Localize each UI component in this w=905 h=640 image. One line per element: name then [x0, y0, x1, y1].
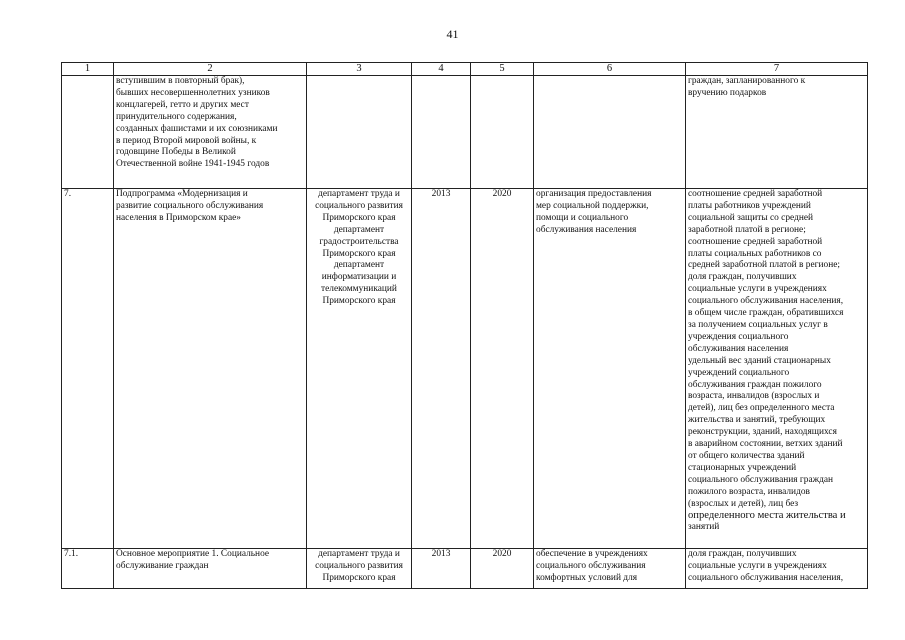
- text-line: социальной защиты со средней: [688, 212, 814, 223]
- text-line: доля граждан, получивших: [688, 549, 797, 559]
- text-line: вручению подарков: [688, 87, 767, 98]
- text-line: Приморского края: [322, 212, 396, 223]
- start-year-cell: [412, 76, 471, 189]
- executor-cell: [307, 189, 412, 549]
- column-number-row: [62, 63, 868, 76]
- column-number: 7: [686, 63, 868, 76]
- column-number: 1: [62, 63, 114, 76]
- text-line: платы социальных работников со: [688, 248, 822, 259]
- column-number: 2: [114, 63, 307, 76]
- text-line: стационарных учреждений: [688, 462, 797, 473]
- text-line: социального обслуживания населения,: [688, 296, 844, 307]
- text-line: департамент: [333, 260, 385, 271]
- text-line: обеспечение в учреждениях: [536, 549, 648, 559]
- text-line: занятий: [688, 522, 720, 533]
- text-line: реконструкции, зданий, находящихся: [688, 427, 837, 438]
- text-line: вступившим в повторный брак),: [116, 76, 245, 86]
- result-cell: [534, 189, 686, 549]
- text-line: помощи и социального: [536, 212, 629, 223]
- text-line: информатизации и: [321, 272, 397, 283]
- result-cell: [534, 549, 686, 589]
- text-line: обслуживание граждан: [116, 560, 209, 571]
- start-year-cell: 2013: [412, 189, 471, 549]
- text-line: департамент: [333, 224, 385, 235]
- text-line: комфортных условий для: [536, 572, 638, 583]
- text-line: в общем числе граждан, обратившихся: [688, 308, 844, 319]
- text-line: (взрослых и детей), лиц без: [688, 498, 799, 509]
- text-line: созданных фашистами и их союзниками: [116, 123, 278, 134]
- text-line: Приморского края: [322, 248, 396, 259]
- text-line: градостроительства: [319, 236, 399, 247]
- text-line: возраста, инвалидов (взрослых и: [688, 391, 820, 402]
- text-line: населения в Приморском крае»: [116, 212, 241, 223]
- column-number: 5: [471, 63, 534, 76]
- end-year-cell: 2020: [471, 549, 534, 589]
- text-line: обслуживания населения: [536, 224, 637, 235]
- executor-cell: [307, 76, 412, 189]
- text-line: Приморского края: [322, 296, 396, 307]
- text-line: Отечественной войне 1941-1945 годов: [116, 159, 270, 170]
- column-number: 6: [534, 63, 686, 76]
- text-line: Приморского края: [322, 572, 396, 583]
- text-line: Подпрограмма «Модернизация и: [116, 189, 248, 199]
- text-line: обслуживания граждан пожилого: [688, 379, 822, 390]
- indicators-cell: [686, 189, 868, 549]
- text-line: обслуживания населения: [688, 343, 789, 354]
- text-line: заработной платой в регионе;: [688, 224, 806, 235]
- text-line: удельный вес зданий стационарных: [688, 355, 831, 366]
- text-line: за получением социальных услуг в: [688, 319, 828, 330]
- text-line: учреждения социального: [688, 331, 789, 342]
- text-line: детей), лиц без определенного места: [688, 403, 835, 414]
- page-number: 41: [446, 27, 459, 41]
- table-row: [62, 189, 868, 549]
- name-cell: [114, 549, 307, 589]
- text-line: организация предоставления: [536, 189, 652, 199]
- text-line: годовщине Победы в Великой: [116, 147, 236, 158]
- row-number-cell: [62, 76, 114, 189]
- result-cell: [534, 76, 686, 189]
- table-row: [62, 76, 868, 189]
- text-line: социального развития: [315, 560, 403, 571]
- text-line: телекоммуникаций: [321, 284, 397, 295]
- row-number-cell: 7.1.: [62, 549, 114, 589]
- row-number-cell: 7.: [62, 189, 114, 549]
- executor-cell: [307, 549, 412, 589]
- text-line: Основное мероприятие 1. Социальное: [116, 549, 270, 559]
- indicators-cell: [686, 76, 868, 189]
- column-number: 3: [307, 63, 412, 76]
- text-line: в период Второй мировой войны, к: [116, 135, 257, 146]
- text-line: департамент труда и: [318, 189, 400, 199]
- end-year-cell: [471, 76, 534, 189]
- text-line: социальные услуги в учреждениях: [688, 284, 827, 295]
- column-number: 4: [412, 63, 471, 76]
- text-line: социального обслуживания: [536, 560, 646, 571]
- text-line: соотношение средней заработной: [688, 236, 823, 247]
- name-cell: [114, 76, 307, 189]
- text-line: принудительного содержания,: [116, 111, 237, 122]
- program-table: [61, 62, 868, 589]
- text-line: социального обслуживания населения,: [688, 572, 844, 583]
- text-line: департамент труда и: [318, 549, 400, 559]
- indicators-cell: [686, 549, 868, 589]
- text-line: пожилого возраста, инвалидов: [688, 486, 810, 497]
- text-line: учреждений социального: [688, 367, 790, 378]
- text-line: социального обслуживания граждан: [688, 474, 834, 485]
- text-line: платы работников учреждений: [688, 200, 811, 211]
- text-line: соотношение средней заработной: [688, 189, 823, 199]
- text-line: в аварийном состоянии, ветхих зданий: [688, 439, 843, 450]
- text-line: концлагерей, гетто и других мест: [116, 99, 249, 110]
- text-line: социального развития: [315, 200, 403, 211]
- start-year-cell: 2013: [412, 549, 471, 589]
- end-year-cell: 2020: [471, 189, 534, 549]
- text-line: от общего количества зданий: [688, 450, 805, 461]
- text-line: социальные услуги в учреждениях: [688, 560, 827, 571]
- text-line: доля граждан, получивших: [688, 272, 797, 283]
- text-line: определенного места жительства и: [688, 510, 846, 522]
- text-line: средней заработной платой в регионе;: [688, 260, 840, 271]
- text-line: развитие социального обслуживания: [116, 200, 264, 211]
- text-line: граждан, запланированного к: [688, 76, 806, 86]
- table-row: [62, 549, 868, 589]
- text-line: бывших несовершеннолетних узников: [116, 87, 270, 98]
- text-line: жительства и занятий, требующих: [688, 415, 826, 426]
- name-cell: [114, 189, 307, 549]
- text-line: мер социальной поддержки,: [536, 200, 649, 211]
